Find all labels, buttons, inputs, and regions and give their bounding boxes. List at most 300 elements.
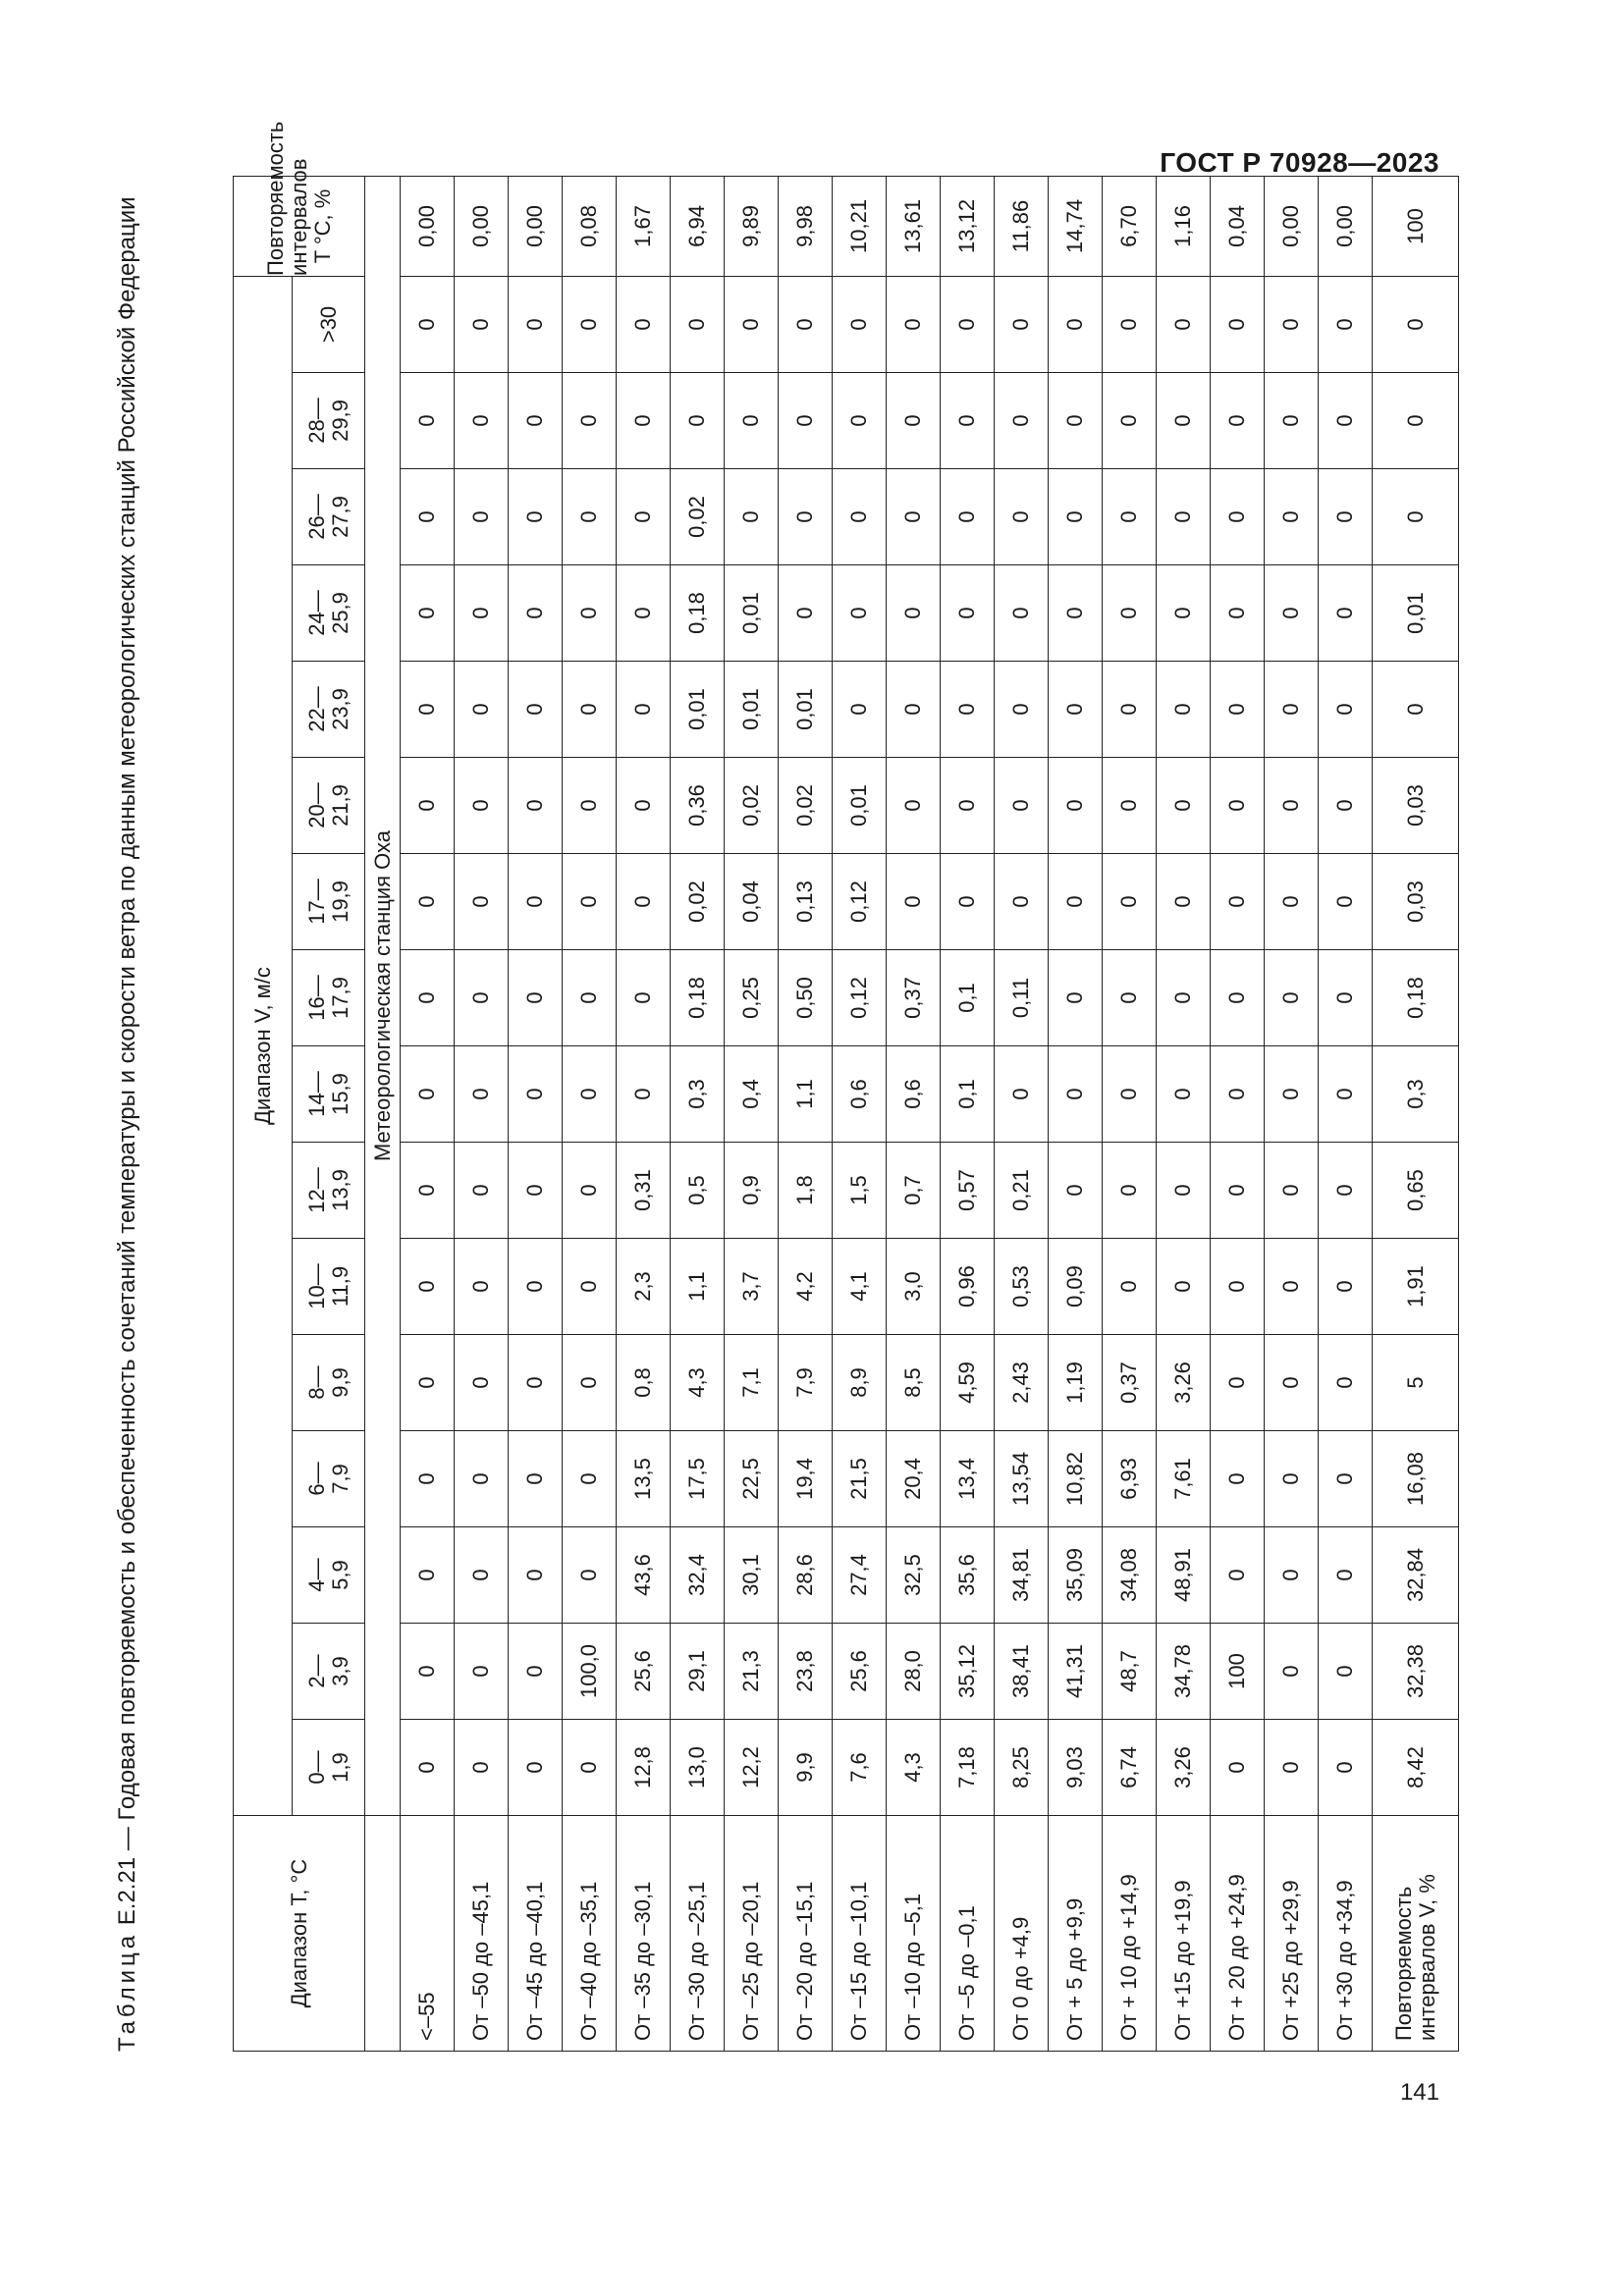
- caption-text: Е.2.21 — Годовая повторяемость и обеспеченность сочетаний температуры и скорости ветра по данным метеорологических станций Российской Федерации: [114, 196, 140, 1932]
- value-cell: 8,42: [1373, 1720, 1459, 1816]
- value-cell: 7,1: [725, 1335, 779, 1431]
- value-cell: 0,4: [725, 1046, 779, 1143]
- value-cell: 0: [563, 854, 617, 950]
- value-cell: 0: [1049, 276, 1103, 372]
- value-cell: 0,37: [1103, 1335, 1157, 1431]
- value-cell: 2,43: [995, 1335, 1049, 1431]
- value-cell: 0,21: [995, 1143, 1049, 1239]
- repeatability-cell: 13,12: [941, 176, 995, 276]
- value-cell: 0: [563, 469, 617, 565]
- value-cell: 0: [1211, 565, 1265, 662]
- value-cell: 4,2: [779, 1239, 833, 1335]
- value-cell: 7,9: [779, 1335, 833, 1431]
- value-cell: 0: [1265, 854, 1319, 950]
- value-cell: 34,78: [1157, 1624, 1211, 1720]
- speed-col-header: 2— 3,9: [293, 1624, 365, 1720]
- value-cell: 0: [455, 950, 509, 1046]
- temp-range-label: От –50 до –45,1: [455, 1816, 509, 2052]
- value-cell: 0: [887, 758, 941, 854]
- table-row: [1211, 176, 1265, 2051]
- value-cell: 0: [1211, 758, 1265, 854]
- repeatability-cell: 14,74: [1049, 176, 1103, 276]
- value-cell: 0: [1319, 1431, 1373, 1527]
- value-cell: 0: [1319, 1527, 1373, 1624]
- value-cell: 0: [1265, 373, 1319, 469]
- value-cell: 0: [563, 1143, 617, 1239]
- value-cell: 13,54: [995, 1431, 1049, 1527]
- value-cell: 8,25: [995, 1720, 1049, 1816]
- speed-col-header: 28— 29,9: [293, 373, 365, 469]
- value-cell: 0: [1211, 276, 1265, 372]
- value-cell: 0,96: [941, 1239, 995, 1335]
- value-cell: 0: [1265, 469, 1319, 565]
- value-cell: 43,6: [617, 1527, 671, 1624]
- value-cell: 0: [1049, 758, 1103, 854]
- value-cell: 0: [1319, 1720, 1373, 1816]
- speed-range-header: Диапазон V, м/с: [234, 276, 293, 1815]
- repeatability-cell: 0,00: [1319, 176, 1373, 276]
- value-cell: 0: [1049, 565, 1103, 662]
- value-cell: 0: [563, 1335, 617, 1431]
- speed-col-header: 8— 9,9: [293, 1335, 365, 1431]
- value-cell: 0: [887, 276, 941, 372]
- value-cell: 0: [941, 758, 995, 854]
- value-cell: 21,3: [725, 1624, 779, 1720]
- value-cell: 0: [455, 1624, 509, 1720]
- value-cell: 0: [617, 1046, 671, 1143]
- temp-range-label: От –40 до –35,1: [563, 1816, 617, 2052]
- value-cell: 16,08: [1373, 1431, 1459, 1527]
- temp-range-label: От +15 до +19,9: [1157, 1816, 1211, 2052]
- table-row: [887, 176, 941, 2051]
- value-cell: 25,6: [833, 1624, 887, 1720]
- value-cell: 0: [563, 1239, 617, 1335]
- speed-col-header: 4— 5,9: [293, 1527, 365, 1624]
- speed-col-header: 26— 27,9: [293, 469, 365, 565]
- value-cell: 0: [671, 276, 725, 372]
- value-cell: 0: [995, 662, 1049, 758]
- value-cell: 0: [941, 565, 995, 662]
- value-cell: 8,5: [887, 1335, 941, 1431]
- value-cell: 0: [455, 758, 509, 854]
- temp-range-label: Повторяемость интервалов V, %: [1373, 1816, 1459, 2052]
- value-cell: 0,5: [671, 1143, 725, 1239]
- speed-col-header: 12— 13,9: [293, 1143, 365, 1239]
- value-cell: 0: [1265, 1720, 1319, 1816]
- value-cell: 0: [1049, 662, 1103, 758]
- value-cell: 0: [941, 854, 995, 950]
- value-cell: 0,13: [779, 854, 833, 950]
- value-cell: 0: [1319, 565, 1373, 662]
- value-cell: 0: [617, 854, 671, 950]
- value-cell: 0: [401, 854, 455, 950]
- value-cell: 0: [1157, 950, 1211, 1046]
- value-cell: 6,93: [1103, 1431, 1157, 1527]
- value-cell: 0,02: [671, 469, 725, 565]
- value-cell: 20,4: [887, 1431, 941, 1527]
- value-cell: 0: [1049, 950, 1103, 1046]
- value-cell: 0: [509, 565, 563, 662]
- table-caption: [111, 128, 184, 2052]
- value-cell: 13,0: [671, 1720, 725, 1816]
- value-cell: 0,18: [671, 565, 725, 662]
- value-cell: 0: [401, 1720, 455, 1816]
- value-cell: 0: [779, 276, 833, 372]
- value-cell: 0: [1319, 1624, 1373, 1720]
- value-cell: 0: [509, 373, 563, 469]
- value-cell: 0: [1211, 1720, 1265, 1816]
- value-cell: 0,57: [941, 1143, 995, 1239]
- value-cell: 0: [617, 276, 671, 372]
- value-cell: 0: [1373, 373, 1459, 469]
- value-cell: 0: [1265, 1624, 1319, 1720]
- value-cell: 0: [509, 276, 563, 372]
- value-cell: 0,6: [887, 1046, 941, 1143]
- header-row-top: [234, 176, 293, 2051]
- page-number: 141: [1399, 2079, 1439, 2106]
- value-cell: 0,1: [941, 950, 995, 1046]
- value-cell: 22,5: [725, 1431, 779, 1527]
- value-cell: 0,1: [941, 1046, 995, 1143]
- value-cell: 0: [401, 662, 455, 758]
- table-row: [995, 176, 1049, 2051]
- value-cell: 0: [455, 854, 509, 950]
- value-cell: 0: [833, 469, 887, 565]
- value-cell: 0: [1265, 1527, 1319, 1624]
- value-cell: 0: [509, 1431, 563, 1527]
- value-cell: 0: [401, 276, 455, 372]
- value-cell: 27,4: [833, 1527, 887, 1624]
- value-cell: 0,01: [779, 662, 833, 758]
- value-cell: 0: [401, 469, 455, 565]
- table-row: [1157, 176, 1211, 2051]
- temp-range-label: От +30 до +34,9: [1319, 1816, 1373, 2052]
- rotated-table-region: [111, 121, 1439, 2052]
- value-cell: 0: [1211, 950, 1265, 1046]
- value-cell: 0,50: [779, 950, 833, 1046]
- value-cell: 0: [509, 1143, 563, 1239]
- value-cell: 0: [1265, 276, 1319, 372]
- value-cell: 0: [1319, 1143, 1373, 1239]
- value-cell: 0: [563, 1431, 617, 1527]
- temp-range-header: Диапазон T, °C: [234, 1816, 365, 2052]
- repeatability-cell: 0,00: [509, 176, 563, 276]
- value-cell: 0,09: [1049, 1239, 1103, 1335]
- temp-range-label: От –20 до –15,1: [779, 1816, 833, 2052]
- temp-range-label: От –30 до –25,1: [671, 1816, 725, 2052]
- value-cell: 0: [1157, 1143, 1211, 1239]
- value-cell: 0: [887, 469, 941, 565]
- value-cell: 0: [887, 854, 941, 950]
- value-cell: 0: [1265, 950, 1319, 1046]
- value-cell: 32,84: [1373, 1527, 1459, 1624]
- value-cell: 0: [509, 1046, 563, 1143]
- temp-range-label: От –10 до –5,1: [887, 1816, 941, 2052]
- document-code: ГОСТ Р 70928—2023: [1160, 147, 1439, 178]
- value-cell: 0,18: [1373, 950, 1459, 1046]
- value-cell: 0,02: [671, 854, 725, 950]
- value-cell: 0,01: [725, 662, 779, 758]
- caption-prefix: Таблица: [114, 1931, 140, 2052]
- value-cell: 0: [617, 758, 671, 854]
- value-cell: 0: [995, 1046, 1049, 1143]
- value-cell: 32,38: [1373, 1624, 1459, 1720]
- repeatability-header: Повторяемость интервалов T °C, %: [234, 176, 365, 276]
- value-cell: 1,19: [1049, 1335, 1103, 1431]
- value-cell: 0: [455, 1527, 509, 1624]
- table-row: [941, 176, 995, 2051]
- value-cell: 0: [1103, 469, 1157, 565]
- value-cell: 7,61: [1157, 1431, 1211, 1527]
- repeatability-cell: 0,00: [401, 176, 455, 276]
- value-cell: 0: [833, 565, 887, 662]
- value-cell: 0: [887, 662, 941, 758]
- value-cell: 0,31: [617, 1143, 671, 1239]
- value-cell: 0: [455, 1335, 509, 1431]
- station-row: [365, 176, 401, 2051]
- table-row: [1319, 176, 1373, 2051]
- value-cell: 1,8: [779, 1143, 833, 1239]
- value-cell: 0: [401, 1624, 455, 1720]
- value-cell: 0: [1319, 1046, 1373, 1143]
- speed-col-header: 20— 21,9: [293, 758, 365, 854]
- value-cell: 0: [1103, 373, 1157, 469]
- value-cell: 17,5: [671, 1431, 725, 1527]
- repeatability-cell: 0,08: [563, 176, 617, 276]
- repeatability-cell: 13,61: [887, 176, 941, 276]
- value-cell: 0: [1211, 854, 1265, 950]
- value-cell: 0: [1211, 1143, 1265, 1239]
- value-cell: 0: [1157, 1239, 1211, 1335]
- value-cell: 25,6: [617, 1624, 671, 1720]
- value-cell: 0: [401, 758, 455, 854]
- value-cell: 0,01: [671, 662, 725, 758]
- value-cell: 10,82: [1049, 1431, 1103, 1527]
- value-cell: 0: [455, 469, 509, 565]
- value-cell: 35,12: [941, 1624, 995, 1720]
- value-cell: 0: [455, 1720, 509, 1816]
- value-cell: 0: [455, 1431, 509, 1527]
- repeatability-cell: 6,70: [1103, 176, 1157, 276]
- value-cell: 0: [1103, 950, 1157, 1046]
- repeatability-cell: 100: [1373, 176, 1459, 276]
- speed-col-header: 17— 19,9: [293, 854, 365, 950]
- value-cell: 0: [563, 1046, 617, 1143]
- repeatability-cell: 9,98: [779, 176, 833, 276]
- value-cell: 0: [455, 276, 509, 372]
- repeatability-cell: 10,21: [833, 176, 887, 276]
- value-cell: 0: [779, 469, 833, 565]
- value-cell: 0: [887, 565, 941, 662]
- value-cell: 3,0: [887, 1239, 941, 1335]
- value-cell: 0: [509, 1239, 563, 1335]
- table-row: [509, 176, 563, 2051]
- value-cell: 9,9: [779, 1720, 833, 1816]
- value-cell: 1,91: [1373, 1239, 1459, 1335]
- value-cell: 0: [509, 1720, 563, 1816]
- value-cell: 0,02: [779, 758, 833, 854]
- temp-range-label: От + 20 до +24,9: [1211, 1816, 1265, 2052]
- table-row: [1049, 176, 1103, 2051]
- value-cell: 1,1: [779, 1046, 833, 1143]
- value-cell: 0: [401, 1527, 455, 1624]
- temp-range-label: От –15 до –10,1: [833, 1816, 887, 2052]
- value-cell: 0: [1319, 276, 1373, 372]
- value-cell: 0: [1103, 1143, 1157, 1239]
- station-empty-cell: [365, 1816, 401, 2052]
- value-cell: 0: [995, 758, 1049, 854]
- value-cell: 0: [401, 565, 455, 662]
- value-cell: 0: [725, 469, 779, 565]
- value-cell: 23,8: [779, 1624, 833, 1720]
- station-name: Метеорологическая станция Оха: [365, 176, 401, 1815]
- value-cell: 0: [1157, 373, 1211, 469]
- table-row: [671, 176, 725, 2051]
- value-cell: 0: [887, 373, 941, 469]
- value-cell: 0: [1373, 662, 1459, 758]
- value-cell: 0: [1157, 276, 1211, 372]
- value-cell: 0: [1157, 565, 1211, 662]
- value-cell: 0: [1211, 1527, 1265, 1624]
- table-row: [401, 176, 455, 2051]
- value-cell: 0: [725, 373, 779, 469]
- value-cell: 0: [401, 1143, 455, 1239]
- value-cell: 21,5: [833, 1431, 887, 1527]
- value-cell: 32,4: [671, 1527, 725, 1624]
- value-cell: 0: [509, 950, 563, 1046]
- value-cell: 0: [617, 469, 671, 565]
- value-cell: 0: [995, 565, 1049, 662]
- value-cell: 0: [401, 373, 455, 469]
- value-cell: 4,59: [941, 1335, 995, 1431]
- value-cell: 0: [995, 373, 1049, 469]
- value-cell: 0: [1049, 1143, 1103, 1239]
- speed-col-header: 10— 11,9: [293, 1239, 365, 1335]
- value-cell: 0,01: [833, 758, 887, 854]
- value-cell: 0: [1265, 1335, 1319, 1431]
- value-cell: 0: [455, 1143, 509, 1239]
- value-cell: 0,6: [833, 1046, 887, 1143]
- value-cell: 0: [1265, 1143, 1319, 1239]
- value-cell: 30,1: [725, 1527, 779, 1624]
- value-cell: 0: [1319, 1239, 1373, 1335]
- table-row: [833, 176, 887, 2051]
- value-cell: 0: [941, 373, 995, 469]
- value-cell: 0: [1211, 373, 1265, 469]
- value-cell: 1,1: [671, 1239, 725, 1335]
- value-cell: 0,18: [671, 950, 725, 1046]
- value-cell: 8,9: [833, 1335, 887, 1431]
- value-cell: 0: [455, 662, 509, 758]
- value-cell: 0,3: [1373, 1046, 1459, 1143]
- value-cell: 35,09: [1049, 1527, 1103, 1624]
- value-cell: 0: [563, 276, 617, 372]
- value-cell: 0: [1103, 758, 1157, 854]
- value-cell: 0: [1319, 950, 1373, 1046]
- value-cell: 0: [1265, 758, 1319, 854]
- value-cell: 0: [1103, 565, 1157, 662]
- value-cell: 4,1: [833, 1239, 887, 1335]
- value-cell: 0,36: [671, 758, 725, 854]
- value-cell: 7,6: [833, 1720, 887, 1816]
- speed-col-header: 6— 7,9: [293, 1431, 365, 1527]
- temp-range-label: От –45 до –40,1: [509, 1816, 563, 2052]
- value-cell: 0: [509, 854, 563, 950]
- temp-range-label: От 0 до +4,9: [995, 1816, 1049, 2052]
- repeatability-cell: 1,16: [1157, 176, 1211, 276]
- value-cell: 0: [1265, 662, 1319, 758]
- value-cell: 0: [509, 662, 563, 758]
- temp-range-label: <–55: [401, 1816, 455, 2052]
- value-cell: 0,53: [995, 1239, 1049, 1335]
- value-cell: 48,91: [1157, 1527, 1211, 1624]
- value-cell: 0: [401, 1046, 455, 1143]
- repeatability-cell: 1,67: [617, 176, 671, 276]
- value-cell: 0,3: [671, 1046, 725, 1143]
- repeatability-cell: 0,00: [1265, 176, 1319, 276]
- value-cell: 0: [1373, 469, 1459, 565]
- value-cell: 4,3: [671, 1335, 725, 1431]
- value-cell: 0,01: [1373, 565, 1459, 662]
- repeatability-cell: 11,86: [995, 176, 1049, 276]
- value-cell: 9,03: [1049, 1720, 1103, 1816]
- value-cell: 13,5: [617, 1431, 671, 1527]
- value-cell: 0,7: [887, 1143, 941, 1239]
- value-cell: 0,11: [995, 950, 1049, 1046]
- value-cell: 0: [941, 276, 995, 372]
- value-cell: 0: [563, 1720, 617, 1816]
- value-cell: 0: [1319, 1335, 1373, 1431]
- repeatability-cell: 0,00: [455, 176, 509, 276]
- value-cell: 0,12: [833, 854, 887, 950]
- value-cell: 0: [1049, 469, 1103, 565]
- value-cell: 0: [1049, 1046, 1103, 1143]
- value-cell: 3,26: [1157, 1720, 1211, 1816]
- value-cell: 0: [509, 469, 563, 565]
- value-cell: 0: [1373, 276, 1459, 372]
- value-cell: 0: [1103, 276, 1157, 372]
- value-cell: 0: [1319, 373, 1373, 469]
- value-cell: 0,03: [1373, 854, 1459, 950]
- value-cell: 19,4: [779, 1431, 833, 1527]
- speed-columns-row: [293, 176, 365, 2051]
- value-cell: 0: [671, 373, 725, 469]
- value-cell: 0: [563, 950, 617, 1046]
- table-row: [617, 176, 671, 2051]
- value-cell: 0: [617, 950, 671, 1046]
- value-cell: 32,5: [887, 1527, 941, 1624]
- value-cell: 0: [833, 662, 887, 758]
- value-cell: 0: [1157, 1046, 1211, 1143]
- value-cell: 0: [563, 758, 617, 854]
- value-cell: 0: [1211, 1046, 1265, 1143]
- value-cell: 41,31: [1049, 1624, 1103, 1720]
- value-cell: 13,4: [941, 1431, 995, 1527]
- value-cell: 0: [617, 565, 671, 662]
- value-cell: 0: [401, 1239, 455, 1335]
- value-cell: 0: [1211, 662, 1265, 758]
- value-cell: 0,02: [725, 758, 779, 854]
- repeatability-cell: 0,04: [1211, 176, 1265, 276]
- repeatability-cell: 6,94: [671, 176, 725, 276]
- value-cell: 0: [455, 373, 509, 469]
- value-cell: 0: [455, 1239, 509, 1335]
- value-cell: 48,7: [1103, 1624, 1157, 1720]
- value-cell: 0: [1103, 854, 1157, 950]
- value-cell: 28,0: [887, 1624, 941, 1720]
- value-cell: 0: [1157, 662, 1211, 758]
- value-cell: 0: [1265, 1239, 1319, 1335]
